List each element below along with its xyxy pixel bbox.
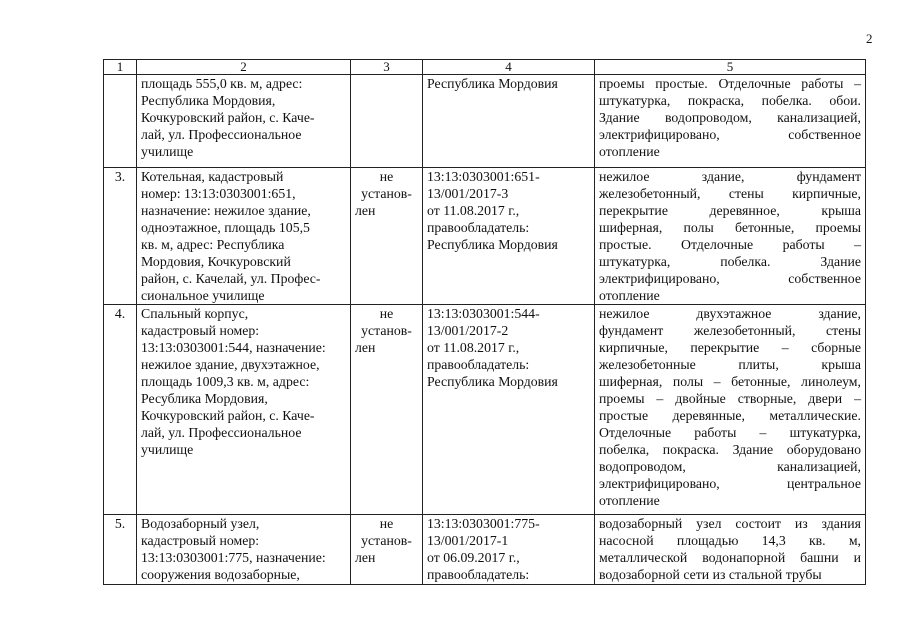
cadastral-value-line: лен (355, 203, 376, 218)
cadastral-value-line: не (379, 306, 394, 321)
registration-record-line: 13:13:0303001:775- (427, 516, 540, 531)
registration-record-line: 13:13:0303001:544- (427, 306, 540, 321)
technical-characteristics-line: фундамент железобетонный, стены (599, 323, 861, 338)
technical-characteristics-line: шиферная, полы бетонные, проемы (599, 220, 861, 235)
object-description-line: Кочкуровский район, с. Каче- (141, 408, 315, 423)
object-description-line: нежилое здание, двухэтажное, (141, 357, 320, 372)
technical-characteristics-cell (595, 168, 866, 305)
object-description-line: сиональное училище (141, 288, 265, 303)
object-description-line: одноэтажное, площадь 105,5 (141, 220, 310, 235)
technical-characteristics-cell (595, 305, 866, 515)
column-header: 3 (351, 60, 423, 75)
registration-record-line: правообладатель: (427, 220, 530, 235)
technical-characteristics-line: водозаборный узел состоит из здания (599, 516, 861, 531)
object-description-line: Ресублика Мордовия, (141, 391, 268, 406)
column-header: 2 (137, 60, 351, 75)
registration-record-line: правообладатель: (427, 357, 530, 372)
registration-record-line: 13/001/2017-3 (427, 186, 509, 201)
registration-record-cell (423, 168, 595, 305)
object-description-line: 13:13:0303001:775, назначение: (141, 550, 326, 565)
table-row (104, 305, 866, 515)
object-description-line: 13:13:0303001:544, назначение: (141, 340, 326, 355)
technical-characteristics-line: нежилое здание, фундамент (599, 169, 861, 184)
column-number-row (104, 60, 866, 75)
object-description-line: район, с. Качелай, ул. Профес- (141, 271, 321, 286)
technical-characteristics-line: проемы – двойные створные, двери – (599, 391, 861, 406)
object-description-line: номер: 13:13:0303001:651, (141, 186, 296, 201)
cadastral-value-line: лен (355, 340, 376, 355)
object-description-line: Мордовия, Кочкуровский (141, 254, 291, 269)
registration-record-cell (423, 75, 595, 168)
technical-characteristics-line: Отделочные работы – штукатурка, (599, 425, 861, 440)
technical-characteristics-line: электрифицировано, центральное (599, 476, 861, 491)
technical-characteristics-line: водозаборной сети из стальной трубы (599, 567, 822, 582)
column-header: 4 (423, 60, 595, 75)
object-description-line: назначение: нежилое здание, (141, 203, 311, 218)
technical-characteristics-line: отопление (599, 493, 660, 508)
table-row (104, 75, 866, 168)
cadastral-value-line: лен (355, 550, 376, 565)
row-number: 3. (104, 168, 137, 305)
row-number: 5. (104, 515, 137, 585)
technical-characteristics-line: проемы простые. Отделочные работы – (599, 76, 861, 91)
technical-characteristics-line: побелка, покраска. Здание оборудовано (599, 442, 861, 457)
object-description-cell (137, 305, 351, 515)
page-number: 2 (866, 31, 873, 46)
registration-record-line: Республика Мордовия (427, 76, 558, 91)
registration-record-line: от 11.08.2017 г., (427, 203, 520, 218)
object-description-line: училище (141, 442, 194, 457)
object-description-line: лай, ул. Профессиональное (141, 425, 302, 440)
column-header: 1 (104, 60, 137, 75)
technical-characteristics-line: штукатурка, покраска, побелка. обои. (599, 93, 861, 108)
technical-characteristics-line: отопление (599, 144, 660, 159)
registration-record-cell (423, 305, 595, 515)
cadastral-value-line: не (379, 169, 394, 184)
registration-record-line: 13/001/2017-1 (427, 533, 509, 548)
technical-characteristics-line: простые. Отделочные работы – (599, 237, 861, 252)
row-number: 4. (104, 305, 137, 515)
object-description-line: Спальный корпус, (141, 306, 249, 321)
cadastral-value-line: установ- (361, 186, 412, 201)
technical-characteristics-line: перекрытие деревянное, крыша (599, 203, 861, 218)
cadastral-value-cell (351, 305, 423, 515)
technical-characteristics-cell (595, 75, 866, 168)
object-description-line: сооружения водозаборные, (141, 567, 300, 582)
technical-characteristics-line: металлической водонапорной башни и (599, 550, 861, 565)
object-description-line: кадастровый номер: (141, 323, 260, 338)
technical-characteristics-line: шиферная, полы – бетонные, линолеум, (599, 374, 861, 389)
object-description-line: Кочкуровский район, с. Каче- (141, 110, 315, 125)
cadastral-value-line: не (379, 516, 394, 531)
technical-characteristics-line: штукатурка, побелка. Здание (599, 254, 861, 269)
table-row (104, 515, 866, 585)
cadastral-value-cell (351, 168, 423, 305)
cadastral-value-line: установ- (361, 323, 412, 338)
object-description-line: Водозаборный узел, (141, 516, 260, 531)
technical-characteristics-line: отопление (599, 288, 660, 303)
registration-record-line: 13:13:0303001:651- (427, 169, 540, 184)
registration-record-line: Республика Мордовия (427, 237, 558, 252)
object-description-line: площадь 1009,3 кв. м, адрес: (141, 374, 310, 389)
technical-characteristics-line: электрифицировано, собственное (599, 271, 861, 286)
object-description-line: Республика Мордовия, (141, 93, 276, 108)
technical-characteristics-line: водопроводом, канализацией, (599, 459, 861, 474)
technical-characteristics-cell (595, 515, 866, 585)
object-description-cell (137, 75, 351, 168)
column-header: 5 (595, 60, 866, 75)
cadastral-value-cell (351, 515, 423, 585)
object-description-cell (137, 515, 351, 585)
table-row (104, 168, 866, 305)
object-description-line: училище (141, 144, 194, 159)
technical-characteristics-line: насосной площадью 14,3 кв. м, (599, 533, 861, 548)
technical-characteristics-line: Здание водопроводом, канализацией, (599, 110, 861, 125)
registration-record-line: Республика Мордовия (427, 374, 558, 389)
technical-characteristics-line: нежилое двухэтажное здание, (599, 306, 861, 321)
cadastral-value-cell (351, 75, 423, 168)
object-description-line: Котельная, кадастровый (141, 169, 284, 184)
cadastral-value-line: установ- (361, 533, 412, 548)
object-description-line: кв. м, адрес: Республика (141, 237, 285, 252)
object-description-line: лай, ул. Профессиональное (141, 127, 302, 142)
row-number (104, 75, 137, 168)
technical-characteristics-line: кирпичные, перекрытие – сборные (599, 340, 861, 355)
registration-record-line: 13/001/2017-2 (427, 323, 509, 338)
property-table (103, 59, 866, 585)
technical-characteristics-line: железобетонные плиты, крыша (599, 357, 861, 372)
object-description-line: кадастровый номер: (141, 533, 260, 548)
technical-characteristics-line: электрифицировано, собственное (599, 127, 861, 142)
registration-record-cell (423, 515, 595, 585)
technical-characteristics-line: железобетонный, стены кирпичные, (599, 186, 861, 201)
object-description-line: площадь 555,0 кв. м, адрес: (141, 76, 303, 91)
registration-record-line: от 06.09.2017 г., (427, 550, 520, 565)
registration-record-line: от 11.08.2017 г., (427, 340, 520, 355)
technical-characteristics-line: простые деревянные, металлические. (599, 408, 861, 423)
object-description-cell (137, 168, 351, 305)
registration-record-line: правообладатель: (427, 567, 530, 582)
